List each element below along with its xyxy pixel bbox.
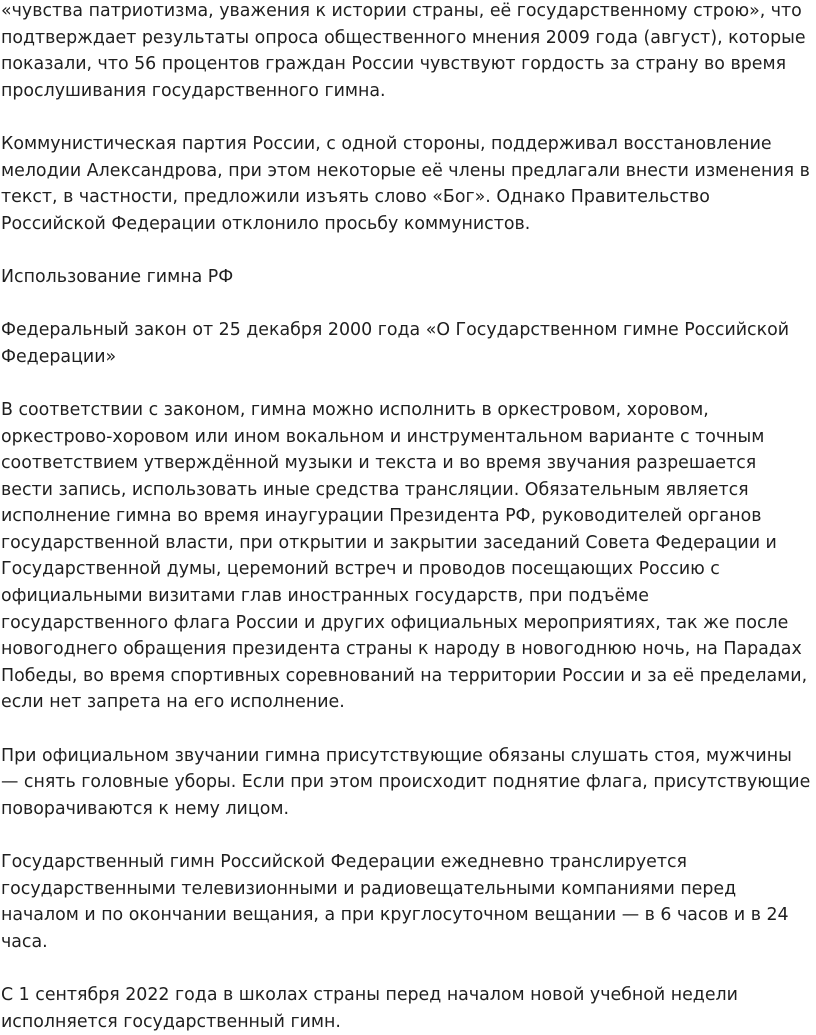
- paragraph-schools: С 1 сентября 2022 года в школах страны перед началом новой учебной недели исполняется государственный гимн.: [1, 984, 738, 1032]
- section-heading-anthem-usage: Использование гимна РФ: [1, 266, 234, 287]
- paragraph-communist-party: Коммунистическая партия России, с одной стороны, поддерживал восстановление мелодии Александрова, при этом некоторые её члены предлагали внести изменения в текст, в частности, предложили изъять слово «Бог». Однако Правительство Российской Федерации отклонило просьбу коммунистов.: [1, 133, 810, 234]
- document-body: [1, 0, 813, 1035]
- paragraph-etiquette: При официальном звучании гимна присутствующие обязаны слушать стоя, мужчины — снять головные уборы. Если при этом происходит поднятие флага, присутствующие поворачиваются к нему лицом.: [1, 745, 811, 819]
- paragraph-broadcast: Государственный гимн Российской Федерации ежедневно транслируется государственными телевизионными и радиовещательными компаниями перед началом и по окончании вещания, а при круглосуточном вещании — в 6 часов и в 24 часа.: [1, 852, 789, 952]
- paragraph-federal-law: Федеральный закон от 25 декабря 2000 года «О Государственном гимне Российской Федерации»: [1, 320, 790, 367]
- paragraph-public-opinion: «чувства патриотизма, уважения к истории страны, её государственному строю», что подтверждает результаты опроса общественного мнения 2009 года (август), которые показали, что 56 процентов граждан России чувствуют гордость за страну во время прослушивания государственного гимна.: [1, 1, 806, 101]
- paragraph-performance-rules: В соответствии с законом, гимна можно исполнить в оркестровом, хоровом, оркестрово-хоровом или ином вокальном и инструментальном варианте с точным соответствием утверждённой музыки и текста и во время звучания разрешается вести запись, использовать иные средства трансляции. Обязательным является исполнение гимна во время инаугурации Президента РФ, руководителей органов государственной власти, при открытии и закрытии заседаний Совета Федерации и Государственной думы, церемоний встреч и проводов посещающих Россию с официальными визитами глав иностранных государств, при подъёме государственного флага России и других официальных мероприятиях, так же после новогоднего обращения президента страны к народу в новогоднюю ночь, на Парадах Победы, во время спортивных соревнований на территории России и за её пределами, если нет запрета на его исполнение.: [1, 399, 808, 713]
